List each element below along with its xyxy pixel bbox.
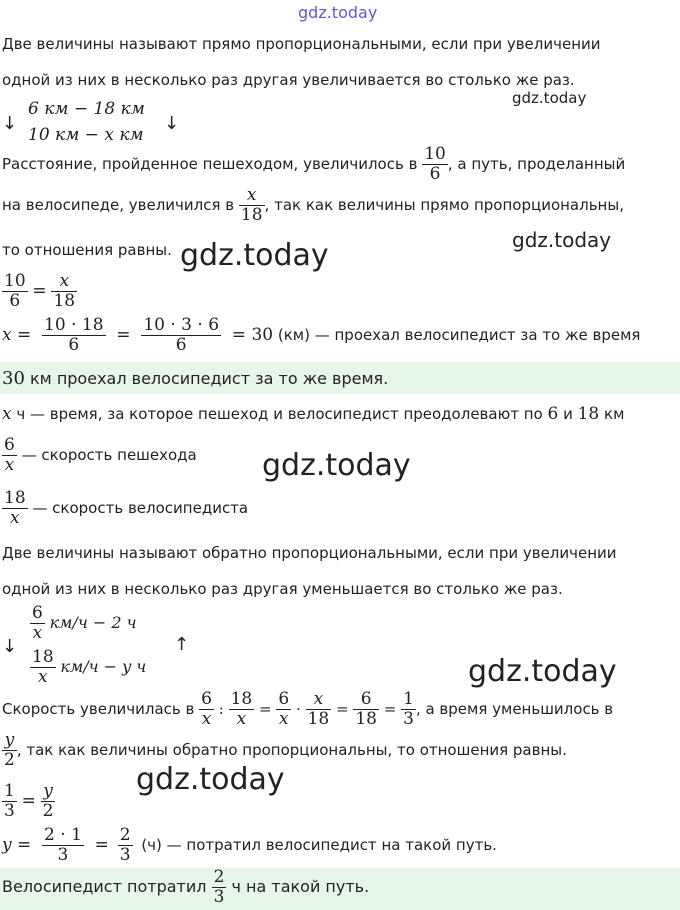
numerator: 6 [4,435,15,455]
fraction-10-6 [422,145,448,184]
text: , а время уменьшилось в [415,700,614,718]
denominator: 18 [307,709,330,729]
fraction-x-18 [239,186,265,225]
text: Велосипедист потратил [2,877,212,896]
inverse-row-2 [30,648,146,687]
text: , так как величины обратно пропорциональны, то отношения равны. [16,741,567,759]
text: км/ч − 2 ч [49,613,137,632]
text: и [558,405,578,423]
numerator: 2 [213,867,225,887]
watermark: gdz.today [136,762,285,797]
text: — скорость велосипедиста [27,499,249,517]
unit: (ч) [141,836,162,854]
text: Расстояние, пройденное пешеходом, увеличилось в [2,155,423,173]
definition-inverse-line1: Две величины называют обратно пропорциональными, если при увеличении [2,544,617,562]
equals-sign: = [94,835,109,855]
text: км [599,405,625,423]
fraction [199,690,214,729]
text: км проехал велосипедист за то же время. [24,369,389,388]
watermark: gdz.today [512,228,612,252]
fraction [229,690,255,729]
text: — проехал велосипедист за то же время [309,326,641,344]
fraction [306,690,332,729]
denominator: 18 [53,291,76,311]
denominator: x [278,709,289,729]
fraction [276,690,291,729]
down-arrow-icon: ↓ [2,113,18,134]
up-arrow-icon: ↑ [174,634,190,655]
equals-sign: = [259,700,272,718]
var-x: x [2,404,12,424]
fraction [30,648,56,687]
down-arrow-icon: ↓ [164,113,180,134]
equation-solve-y [2,826,497,865]
denominator: 18 [240,205,263,225]
denominator: 3 [4,801,15,821]
numerator: 2 · 1 [44,825,82,845]
text: , так как величины прямо пропорциональны, [264,196,624,214]
text: — потратил велосипедист на такой путь. [161,836,497,854]
answer-2 [2,868,369,907]
text: Скорость увеличилась в [2,700,200,718]
numerator: 18 [4,488,26,508]
unit: (км) [277,326,310,344]
numerator: 10 · 3 · 6 [143,315,220,335]
header-watermark: gdz.today [298,3,378,22]
time-definition [2,404,624,424]
text: , а путь, проделанный [447,155,626,173]
definition-direct-line1: Две величины называют прямо пропорциональными, если при увеличении [2,35,601,53]
text: — скорость пешехода [16,446,197,464]
watermark: gdz.today [512,89,587,107]
numerator: x [306,690,332,710]
operator: · [295,700,301,718]
equals-sign: = [335,700,349,718]
number: 6 [547,404,559,424]
denominator: 3 [57,845,69,865]
text: км/ч − y ч [60,657,147,676]
watermark: gdz.today [262,448,411,483]
denominator: x [38,667,48,687]
text: ч на такой путь. [226,877,370,896]
fraction [353,690,379,729]
fraction [42,826,84,865]
equation-proportion-1 [2,272,77,311]
ratios-equal-text: то отношения равны. [2,241,172,259]
numerator: y [41,782,56,802]
down-arrow-icon: ↓ [2,636,18,657]
denominator: x [32,623,43,643]
fraction [212,868,227,907]
fraction [2,436,17,475]
numerator: 2 [119,825,131,845]
numerator: 18 [230,689,253,709]
equals-sign: = [383,700,397,718]
number: 18 [577,404,600,424]
numerator: 1 [403,689,414,709]
numerator: 6 [32,603,43,623]
text: на велосипеде, увеличился в [2,196,239,214]
speed-cyclist [2,489,248,528]
numerator: 6 [278,689,290,709]
speed-increase-line1 [2,690,613,729]
numerator: y [2,731,17,751]
numerator: 6 [201,689,212,709]
denominator: 6 [68,335,80,355]
fraction [41,782,56,821]
fraction [2,731,17,770]
denominator: 2 [4,750,15,770]
fraction [42,316,105,355]
var-y: y = [2,835,32,855]
answer-number: 30 [2,368,25,389]
numerator: x [239,186,265,206]
numerator: 10 [424,144,446,164]
proportion-row-1: 6 км − 18 км [28,99,145,119]
distance-increase-line1 [2,145,625,184]
speed-pedestrian [2,436,197,475]
numerator: 1 [4,781,15,801]
denominator: 2 [42,801,54,821]
fraction [2,489,28,528]
denominator: 3 [119,845,131,865]
denominator: 3 [213,887,225,907]
denominator: x [4,455,15,475]
distance-increase-line2 [2,186,624,225]
equals-sign: = [116,325,131,345]
fraction [401,690,416,729]
numerator: 10 · 18 [44,315,104,335]
fraction [30,604,45,643]
inverse-row-1 [30,604,137,643]
watermark: gdz.today [468,654,617,689]
equals-sign: = [21,791,36,811]
denominator: 6 [175,335,187,355]
watermark: gdz.today [180,238,329,273]
definition-direct-line2: одной из них в несколько раз другая увеличивается во столько же раз. [2,71,575,89]
numerator: 10 [4,271,26,291]
denominator: 3 [403,709,414,729]
answer-1 [2,368,388,389]
denominator: x [10,508,20,528]
fraction [118,826,133,865]
text: ч — время, за которое пешеход и велосипедист преодолевают по [11,405,548,423]
denominator: 6 [9,291,21,311]
operator: : [218,700,224,718]
denominator: x [201,709,212,729]
proportion-row-2: 10 км − x км [28,125,144,145]
numerator: x [51,272,77,292]
numerator: 18 [32,647,54,667]
fraction [2,782,17,821]
definition-inverse-line2: одной из них в несколько раз другая уменьшается во столько же раз. [2,580,563,598]
equation-solve-x [2,316,640,355]
numerator: 6 [353,690,379,710]
fraction [141,316,221,355]
equation-proportion-2 [2,782,55,821]
equals-sign: = [32,281,47,301]
result-30: = 30 [231,325,274,345]
var-x: x = [2,325,32,345]
denominator: x [236,709,247,729]
denominator: 6 [429,164,441,184]
denominator: 18 [355,709,377,729]
fraction [51,272,77,311]
fraction [2,272,28,311]
